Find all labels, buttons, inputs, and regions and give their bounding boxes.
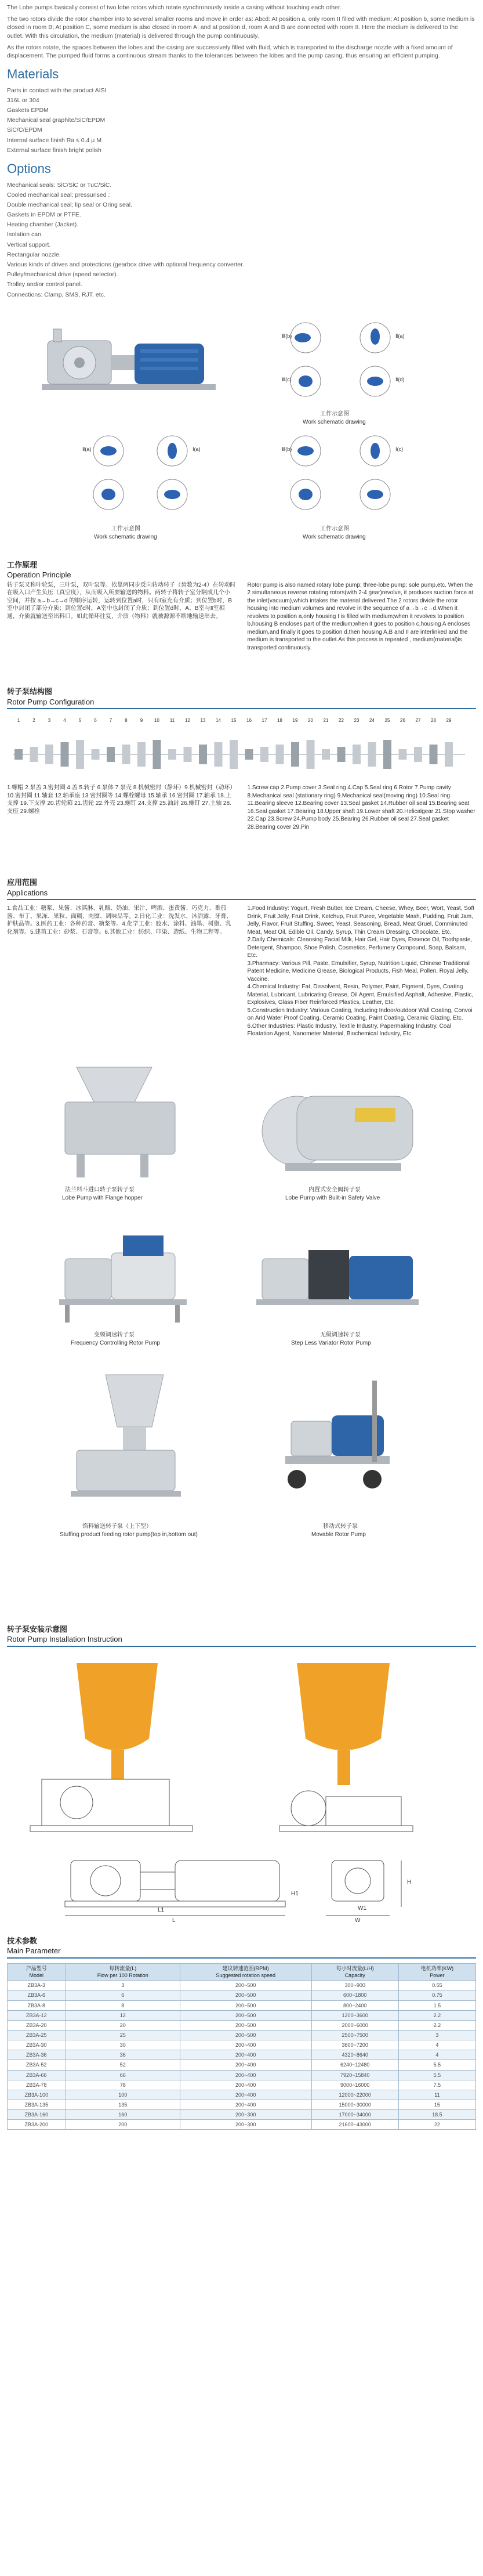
part-marker bbox=[337, 718, 346, 762]
table-cell: ZB3A-12 bbox=[8, 2010, 66, 2020]
part-marker bbox=[30, 718, 38, 762]
schematic-label: Ⅱ(d) bbox=[395, 376, 405, 382]
list-item: Gaskets EPDM bbox=[7, 107, 49, 114]
header-cn: 产品型号 bbox=[26, 1965, 47, 1971]
part-shape bbox=[276, 745, 284, 764]
table-cell: 200 bbox=[66, 2120, 180, 2130]
list-item: Heating chamber (Jacket). bbox=[7, 221, 79, 229]
table-cell: 300~900 bbox=[311, 1981, 398, 1990]
part-marker bbox=[291, 718, 299, 767]
work-schematic-top bbox=[279, 315, 430, 407]
table-cell: 0.55 bbox=[398, 1981, 475, 1990]
part-number: 8 bbox=[125, 718, 128, 724]
product-caption-en: Stuffing product feeding rotor pump(top in,bottom out) bbox=[60, 1531, 198, 1538]
configuration-text-cn: 1.螺帽 2.泵盖 3.密封圈 4.盖 5.转子 6.泵体 7.泵壳 8.机械密封（静环）9.机械密封（动环）10.密封圈 11.轴套 12.轴承座 13.密封圈等 14.螺栓螺母 15.轴承 16.密封圈 17.轴承 18.上支撑 19.下支撑 20.齿轮箱 21.齿轮 22.外壳 23.螺钉 24.支撑 25.油封 26.螺钉 27.主轴 28.支座 29.螺栓 bbox=[7, 785, 236, 815]
table-row bbox=[8, 1981, 476, 1990]
part-number: 22 bbox=[339, 718, 344, 724]
table-cell: 200~500 bbox=[180, 1990, 311, 2000]
table-cell: 7.5 bbox=[398, 2080, 475, 2090]
part-shape bbox=[184, 747, 192, 762]
dim-label: L bbox=[172, 1917, 176, 1924]
table-cell: 7920~15840 bbox=[311, 2070, 398, 2080]
table-cell: 200~400 bbox=[180, 2100, 311, 2109]
principle-title-en: Operation Principle bbox=[7, 570, 71, 580]
table-header-cell bbox=[180, 1963, 311, 1980]
product-image bbox=[53, 1224, 193, 1328]
work-caption-cn: 工作示意图 bbox=[111, 525, 140, 532]
part-shape bbox=[153, 740, 161, 769]
list-item: Pulley/mechanical drive (speed selector). bbox=[7, 271, 118, 279]
work-caption-en: Work schematic drawing bbox=[94, 533, 157, 540]
table-cell: 6240~12480 bbox=[311, 2060, 398, 2070]
part-marker bbox=[153, 718, 161, 769]
part-marker bbox=[199, 718, 207, 764]
product-caption-cn: 变频调速转子泵 bbox=[94, 1331, 135, 1338]
header-cn: 电机功率(KW) bbox=[420, 1965, 454, 1971]
table-cell: 200~500 bbox=[180, 2000, 311, 2010]
table-cell: 15000~30000 bbox=[311, 2100, 398, 2109]
part-shape bbox=[322, 749, 330, 760]
table-cell: 4 bbox=[398, 2040, 475, 2050]
part-shape bbox=[92, 749, 100, 760]
product-caption-en: Step Less Variator Rotor Pump bbox=[291, 1339, 371, 1346]
table-cell: 3 bbox=[398, 2030, 475, 2040]
divider bbox=[7, 1646, 476, 1647]
part-number: 21 bbox=[323, 718, 329, 724]
table-row bbox=[8, 2070, 476, 2080]
part-marker bbox=[383, 718, 391, 769]
part-number: 3 bbox=[48, 718, 51, 724]
principle-text-en: Rotor pump is also named rotary lobe pump; three-lobe pump; sole pump,etc. When the 2 simultaneous reverse rotating rotors(with 2-4 gear)revolve, it produces suction force at the inlet(vacuum),which intakes the material delivered.The 2 rotors divide the rotor housing into medium volumes and revolve in the sequence of a→b→c→d.When it revolves to position a,only housing I is filled with medium;when it revolves to position b,housing B encloses part of the medium;when it goes to position c,housing A encloses medium,and finally it goes to position d,then housing A,B and II are interlinked and the medium is transported to the outlet.As this process is repeated , medium(material)is transported continuously. bbox=[247, 581, 474, 651]
header-cn: 每小时流量(L/H) bbox=[336, 1965, 374, 1971]
list-item: Vertical support. bbox=[7, 241, 51, 248]
table-cell: ZB3A-36 bbox=[8, 2050, 66, 2060]
part-number: 11 bbox=[169, 718, 175, 724]
table-row bbox=[8, 1990, 476, 2000]
configuration-text-en: 1.Screw cap 2.Pump cover 3.Seal ring 4.Cap 5.Seal ring 6.Rotor 7.Pump cavity 8.Mechanical seal (stationary ring) 9.Mechanical seal(moving ring) 10.Seal ring 11.Bearing sleeve 12.Bearing cover 13.Seal gasket 14.Rubber oil seal 15.Bearing seat 16.Seal gasket 17.Bearing 18.Upper shaft 19.Lower shaft 20.Helicalgear 21.Stop washer 22.Cap 23.Screw 24.Pump body 25.Bearing 26.Rubber oil seal 27.Seal gasket 28.Bearing cover 29.Pin bbox=[247, 785, 475, 830]
part-shape bbox=[414, 747, 422, 762]
list-item: Parts in contact with the product AISI bbox=[7, 86, 107, 94]
product-caption-cn: 法兰料斗进口转子泵转子泵 bbox=[65, 1186, 135, 1193]
schematic-label: Ⅲ(b) bbox=[282, 446, 292, 452]
part-marker bbox=[276, 718, 284, 764]
part-marker bbox=[61, 718, 69, 767]
header-cn: 建议转速范围(RPM) bbox=[222, 1965, 269, 1971]
table-cell: 200~500 bbox=[180, 2020, 311, 2030]
schematic-label: Ⅲ(b) bbox=[282, 333, 292, 339]
applications-text-cn: 1.食品工业：糖浆、果酱、冰淇淋、乳酪、奶油、果汁、啤酒、蛋黄酱、巧克力、番茄酱、布丁、果冻、果粒、面糊、肉糜、调味品等。2.日化工业：洗发水、沐浴露、牙膏、护肤品等。3.医药工业：各种药膏、糖浆等。4.化学工业：胶水、涂料、油墨、树脂、乳化剂等。5.建筑工业：砂浆、石膏等。6.其他工业：纺织、印染、造纸、生物工程等。 bbox=[7, 905, 233, 935]
part-number: 7 bbox=[109, 718, 112, 724]
part-shape bbox=[291, 742, 299, 767]
installation-section bbox=[7, 1624, 476, 1924]
product-caption-en: Lobe Pump with Built-in Safety Valve bbox=[285, 1194, 380, 1201]
table-header-cell bbox=[398, 1963, 475, 1980]
list-item: External surface finish bright polish bbox=[7, 146, 101, 154]
part-marker bbox=[399, 718, 407, 760]
table-row bbox=[8, 2050, 476, 2060]
part-shape bbox=[260, 747, 268, 762]
part-shape bbox=[122, 745, 130, 764]
part-shape bbox=[137, 742, 146, 767]
part-shape bbox=[368, 742, 376, 767]
materials-heading: Materials bbox=[7, 67, 59, 82]
table-cell: ZB3A-200 bbox=[8, 2120, 66, 2130]
part-marker bbox=[184, 718, 192, 762]
table-cell: 2.2 bbox=[398, 2020, 475, 2030]
part-number: 14 bbox=[216, 718, 221, 724]
table-cell: 160 bbox=[66, 2110, 180, 2120]
part-number: 4 bbox=[63, 718, 66, 724]
table-cell: ZB3A-20 bbox=[8, 2020, 66, 2030]
table-row bbox=[8, 2030, 476, 2040]
part-number: 17 bbox=[262, 718, 267, 724]
table-cell: 200~300 bbox=[180, 2110, 311, 2120]
table-row bbox=[8, 2000, 476, 2010]
configuration-title-en: Rotor Pump Configuration bbox=[7, 697, 95, 706]
part-shape bbox=[445, 742, 453, 767]
list-item: Mechanical seals: SiC/SiC or TuC/SiC. bbox=[7, 181, 112, 189]
product-image bbox=[250, 1061, 424, 1183]
applications-section bbox=[7, 877, 476, 1038]
schematic-label: Ⅱ(a) bbox=[395, 333, 405, 339]
table-cell: 8 bbox=[66, 2000, 180, 2010]
table-cell: 600~1800 bbox=[311, 1990, 398, 2000]
schematic-label: Ⅱ(a) bbox=[82, 446, 92, 452]
part-marker bbox=[430, 718, 438, 764]
table-cell: ZB3A-30 bbox=[8, 2040, 66, 2050]
table-row bbox=[8, 2110, 476, 2120]
table-header-cell bbox=[8, 1963, 66, 1980]
table-cell: 52 bbox=[66, 2060, 180, 2070]
product-caption-cn: 内置式安全阀转子泵 bbox=[308, 1186, 361, 1193]
part-marker bbox=[445, 718, 453, 767]
part-number: 2 bbox=[32, 718, 35, 724]
part-shape bbox=[168, 749, 176, 760]
header-en: Capacity bbox=[344, 1972, 365, 1979]
parameters-title-en: Main Parameter bbox=[7, 1946, 61, 1956]
table-cell: 200~400 bbox=[180, 2040, 311, 2050]
table-cell: 4 bbox=[398, 2050, 475, 2060]
principle-title-cn: 工作原理 bbox=[7, 560, 38, 569]
part-number: 1 bbox=[17, 718, 20, 724]
part-marker bbox=[307, 718, 315, 769]
work-caption-cn: 工作示意图 bbox=[320, 410, 349, 417]
table-cell: 2500~7500 bbox=[311, 2030, 398, 2040]
table-cell: 800~2400 bbox=[311, 2000, 398, 2010]
principle-section bbox=[7, 560, 476, 652]
part-shape bbox=[199, 745, 207, 764]
product-image bbox=[53, 1369, 193, 1520]
part-number: 20 bbox=[308, 718, 313, 724]
part-shape bbox=[383, 740, 391, 769]
divider bbox=[7, 899, 476, 900]
table-cell: 1200~3600 bbox=[311, 2010, 398, 2020]
product-image bbox=[262, 1369, 413, 1520]
list-item: Double mechanical seal; lip seal or Oring seal. bbox=[7, 201, 132, 208]
part-number: 18 bbox=[277, 718, 282, 724]
list-item: Gaskets in EPDM or PTFE. bbox=[7, 211, 81, 219]
table-cell: 3600~7200 bbox=[311, 2040, 398, 2050]
intro-paragraph: As the rotors rotate, the spaces between the lobes and the casing are successively filled with fluid, which is transported to the discharge nozzle with a fixed amount of displacement. The pumped fluid forms a continuous stream thanks to the tolerances between the lobes and the pump casing, thus ensuring an efficient pumping. bbox=[7, 44, 453, 59]
part-shape bbox=[215, 742, 223, 767]
dim-label: W bbox=[355, 1917, 361, 1924]
table-cell: ZB3A-52 bbox=[8, 2060, 66, 2070]
table-cell: 0.75 bbox=[398, 1990, 475, 2000]
table-cell: ZB3A-78 bbox=[8, 2080, 66, 2090]
part-marker bbox=[45, 718, 53, 764]
table-cell: 200~500 bbox=[180, 2030, 311, 2040]
list-item: Cooled mechanical seal; pressurised : bbox=[7, 191, 110, 198]
part-number: 10 bbox=[154, 718, 159, 724]
table-cell: ZB3A-135 bbox=[8, 2100, 66, 2109]
product-caption-cn: 无级调速转子泵 bbox=[320, 1331, 361, 1338]
parameters-table bbox=[7, 1963, 476, 2130]
table-cell: 25 bbox=[66, 2030, 180, 2040]
list-item: Rectangular nozzle. bbox=[7, 251, 61, 258]
part-shape bbox=[399, 749, 407, 760]
product-caption-cn: 移动式转子泵 bbox=[323, 1523, 358, 1530]
table-cell: 6 bbox=[66, 1990, 180, 2000]
table-cell: 12000~22000 bbox=[311, 2090, 398, 2100]
table-cell: 5.5 bbox=[398, 2060, 475, 2070]
table-cell: 200~300 bbox=[180, 2120, 311, 2130]
part-marker bbox=[107, 718, 115, 762]
part-number: 16 bbox=[246, 718, 252, 724]
part-shape bbox=[61, 742, 69, 767]
work-schematic-bottom-left bbox=[77, 428, 227, 521]
table-row bbox=[8, 2090, 476, 2100]
options-list bbox=[7, 181, 476, 299]
list-item: Internal surface finish Ra ≤ 0.4 μ M bbox=[7, 136, 101, 144]
table-header-row bbox=[8, 1963, 476, 1980]
table-row bbox=[8, 2040, 476, 2050]
table-cell: 200~400 bbox=[180, 2070, 311, 2080]
options-heading: Options bbox=[7, 161, 51, 176]
table-row bbox=[8, 2010, 476, 2020]
part-marker bbox=[137, 718, 146, 767]
header-en: Suggested rotation speed bbox=[216, 1972, 275, 1979]
part-marker bbox=[230, 718, 238, 769]
part-number: 9 bbox=[140, 718, 143, 724]
list-item: Mechanical seal graphite/SiC/EPDM bbox=[7, 117, 106, 124]
part-shape bbox=[107, 747, 115, 762]
table-cell: 17000~34000 bbox=[311, 2110, 398, 2120]
list-item: Various kinds of drives and protections (gearbox drive with optional frequency converter. bbox=[7, 261, 244, 268]
part-marker bbox=[215, 718, 223, 767]
table-cell: 2000~6000 bbox=[311, 2020, 398, 2030]
header-en: Power bbox=[430, 1972, 445, 1979]
table-cell: ZB3A-6 bbox=[8, 1990, 66, 2000]
applications-title-en: Applications bbox=[7, 888, 48, 897]
parameters-title-cn: 技术参数 bbox=[7, 1936, 38, 1945]
table-cell: 200~500 bbox=[180, 1981, 311, 1990]
table-row bbox=[8, 2020, 476, 2030]
part-number: 27 bbox=[415, 718, 421, 724]
pump-illustration bbox=[36, 317, 221, 410]
product-caption-en: Lobe Pump with Flange hopper bbox=[62, 1194, 143, 1201]
work-schematic-bottom-right bbox=[279, 428, 430, 521]
list-item: Trolley and/or control panel. bbox=[7, 281, 82, 288]
work-drawing-section bbox=[7, 306, 476, 555]
work-caption-en: Work schematic drawing bbox=[303, 533, 366, 540]
table-cell: 30 bbox=[66, 2040, 180, 2050]
list-item: Connections: Clamp, SMS, RJT, etc. bbox=[7, 291, 106, 298]
principle-columns bbox=[7, 581, 476, 652]
part-marker bbox=[14, 718, 23, 760]
installation-drawing bbox=[7, 1652, 471, 1924]
product-caption-en: Frequency Controlling Rotor Pump bbox=[71, 1339, 160, 1346]
header-en: Flow per 100 Rotation bbox=[97, 1972, 148, 1979]
installation-title-cn: 转子泵安装示意图 bbox=[7, 1624, 68, 1634]
table-cell: 2.2 bbox=[398, 2010, 475, 2020]
product-image bbox=[53, 1061, 193, 1183]
schematic-label: Ⅲ(c) bbox=[282, 376, 292, 382]
table-cell: 12 bbox=[66, 2010, 180, 2020]
table-cell: 3 bbox=[66, 1981, 180, 1990]
table-cell: 21600~43000 bbox=[311, 2120, 398, 2130]
part-marker bbox=[368, 718, 376, 767]
part-number: 15 bbox=[231, 718, 237, 724]
list-item: Isolation can. bbox=[7, 231, 43, 239]
configuration-columns bbox=[7, 784, 476, 831]
table-row bbox=[8, 2120, 476, 2130]
part-marker bbox=[76, 718, 84, 769]
table-cell: 18.5 bbox=[398, 2110, 475, 2120]
header-en: Model bbox=[29, 1972, 44, 1979]
page bbox=[0, 3, 483, 2130]
table-cell: ZB3A-8 bbox=[8, 2000, 66, 2010]
installation-diagram bbox=[7, 1652, 476, 1924]
part-shape bbox=[245, 749, 253, 760]
part-shape bbox=[76, 740, 84, 769]
table-cell: 66 bbox=[66, 2070, 180, 2080]
schematic-label: Ⅰ(a) bbox=[193, 446, 201, 452]
table-cell: 200~400 bbox=[180, 2060, 311, 2070]
divider bbox=[7, 708, 476, 709]
part-shape bbox=[353, 745, 361, 764]
part-number: 25 bbox=[384, 718, 390, 724]
list-item: 316L or 304 bbox=[7, 96, 39, 104]
part-shape bbox=[30, 747, 38, 762]
part-number: 19 bbox=[292, 718, 298, 724]
part-number: 12 bbox=[185, 718, 190, 724]
table-cell: ZB3A-100 bbox=[8, 2090, 66, 2100]
part-number: 26 bbox=[400, 718, 405, 724]
part-shape bbox=[14, 749, 23, 760]
table-cell: 135 bbox=[66, 2100, 180, 2109]
part-marker bbox=[353, 718, 361, 764]
work-caption-en: Work schematic drawing bbox=[303, 418, 366, 425]
table-header-cell bbox=[66, 1963, 180, 1980]
part-shape bbox=[337, 747, 346, 762]
table-cell: 200~400 bbox=[180, 2090, 311, 2100]
intro-paragraph: The Lobe pumps basically consist of two lobe rotors which rotate synchronously inside a casing without touching each other. bbox=[7, 4, 342, 11]
part-number: 13 bbox=[200, 718, 206, 724]
table-cell: 1.5 bbox=[398, 2000, 475, 2010]
table-row bbox=[8, 2060, 476, 2070]
products-section bbox=[7, 1056, 476, 1624]
table-row bbox=[8, 2080, 476, 2090]
exploded-view-diagram bbox=[7, 714, 471, 778]
part-marker bbox=[245, 718, 253, 760]
part-number: 5 bbox=[78, 718, 82, 724]
table-body bbox=[8, 1981, 476, 2130]
dim-label: H1 bbox=[291, 1890, 299, 1897]
table-cell: 20 bbox=[66, 2020, 180, 2030]
part-marker bbox=[260, 718, 268, 762]
table-cell: 36 bbox=[66, 2050, 180, 2060]
table-cell: 200~400 bbox=[180, 2050, 311, 2060]
header-cn: 每转流量(L) bbox=[109, 1965, 137, 1971]
part-number: 23 bbox=[354, 718, 359, 724]
installation-title-en: Rotor Pump Installation Instruction bbox=[7, 1635, 122, 1644]
part-number: 28 bbox=[431, 718, 436, 724]
table-cell: 200~400 bbox=[180, 2080, 311, 2090]
applications-columns bbox=[7, 905, 476, 1038]
table-cell: 78 bbox=[66, 2080, 180, 2090]
table-cell: 22 bbox=[398, 2120, 475, 2130]
dim-label: W1 bbox=[358, 1905, 366, 1912]
table-cell: 5.5 bbox=[398, 2070, 475, 2080]
part-marker bbox=[414, 718, 422, 762]
table-cell: 100 bbox=[66, 2090, 180, 2100]
product-caption-en: Movable Rotor Pump bbox=[311, 1531, 366, 1538]
part-shape bbox=[307, 740, 315, 769]
applications-text-en: 1.Food Industry: Yogurt, Fresh Butter, Ice Cream, Cheese, Whey, Beer, Wort, Yeast, Soft Drink, Fruit Jelly, Fruit Drink, Ketchup, Fruit Puree, Vegetable Mash, Pudding, Fruit Jam, Jelly, Flavor, Fruit Stuffing, Sweet, Yeast, Seasoning, Bread, Meat Gruel, Comminuted Meat, Meat Oil, Edible Oil, Candy, Syrup, Thin Cream Dressing, Chocolate, Etc. 2.Daily Chemicals: Cleansing Facial Milk, Hair Gel, Hair Dyes, Essence Oil, Toothpaste, Detergent, Shampoo, Shoe Polish, Cosmetics, Perfumery Compound, Soap, Balsam, Etc. 3.Pharmacy: Various Pill, Paste, Emulsifier, Syrup, Nutrition Liquid, Chinese Traditional Patent Medicine, Medicine Grease, Biological Products, Fish Meal, Pollen, Royal Jelly, Vaccine. 4.Chemical Industry: Fat, Dissolvent, Resin, Polymer, Paint, Pigment, Dyes, Coating Material, Lubricant, Lubricating Grease, Oil Agent, Emulsified Asphalt, Adhesive, Plastic, Explosives, Glass Fiber Reinforced Plastics, Leather, Etc. 5.Construction Industry: Various Coating, Including Indoor/outdoor Wall Coating, Convoi on Arid Water Proof Coating, Ceramic Coating, Paint Coating, Ceramic Glazing, Etc. 6.Other Industries: Plastic Industry, Textile Industry, Papermaking Industry, Coal Floatation Agent, Nanometer Material, Biochemical Industry, Etc. bbox=[247, 905, 474, 1038]
materials-list bbox=[7, 86, 476, 154]
configuration-title-cn: 转子泵结构图 bbox=[7, 687, 53, 696]
part-number: 24 bbox=[369, 718, 375, 724]
table-cell: 4320~8640 bbox=[311, 2050, 398, 2060]
part-marker bbox=[92, 718, 100, 760]
table-row bbox=[8, 2100, 476, 2109]
list-item: SiC/C/EPDM bbox=[7, 127, 42, 134]
table-cell: ZB3A-160 bbox=[8, 2110, 66, 2120]
work-caption-cn: 工作示意图 bbox=[320, 525, 349, 532]
table-cell: ZB3A-3 bbox=[8, 1981, 66, 1990]
table-cell: 15 bbox=[398, 2100, 475, 2109]
product-caption-cn: 馅料输送转子泵（上下型） bbox=[82, 1523, 152, 1530]
part-marker bbox=[322, 718, 330, 760]
part-shape bbox=[430, 745, 438, 764]
table-cell: 11 bbox=[398, 2090, 475, 2100]
configuration-section bbox=[7, 687, 476, 831]
part-number: 29 bbox=[446, 718, 452, 724]
part-shape bbox=[230, 740, 238, 769]
table-cell: 200~500 bbox=[180, 2010, 311, 2020]
principle-text-cn: 转子泵又称叶轮泵，三叶泵，双叶泵等。依靠两同步反向转动转子（齿数为2-4）在转动时在吸入口产生负压（真空度），从而吸入所要输送的物料。两转子将转子室分隔成几个小空间，并按 a→b→c→d 的顺序运转，运转到位置a时，只有Ⅰ室充有介质；到位置b时，B室中封闭了部分介质；到位置c时，A室中也封闭了介质；到位置d时，A、B室与Ⅱ室相通，介质就输送至出料口。如此循环往复，介质（物料）就被源源不断地输送出去。 bbox=[7, 581, 236, 620]
part-shape bbox=[45, 745, 53, 764]
product-image bbox=[250, 1224, 424, 1328]
dim-label: L1 bbox=[158, 1906, 165, 1913]
table-cell: 9000~16000 bbox=[311, 2080, 398, 2090]
part-marker bbox=[122, 718, 130, 764]
part-marker bbox=[168, 718, 176, 760]
table-cell: ZB3A-66 bbox=[8, 2070, 66, 2080]
divider bbox=[7, 1957, 476, 1959]
part-number: 6 bbox=[94, 718, 97, 724]
parameters-section bbox=[7, 1936, 476, 2130]
table-cell: ZB3A-25 bbox=[8, 2030, 66, 2040]
table-header-cell bbox=[311, 1963, 398, 1980]
intro-paragraph: The two rotors divide the rotor chamber into to several smaller rooms and move in order as: Abcd: At position a, only room II filled with medium; At position b, some medium is closed in room B; At position C, some medium is also closed in room A; and at position d, room A and B are connected with room II. Here the medium is delivered to the outlet. With this circulation, the medium (material) is delivered through the pump continuously. bbox=[7, 16, 475, 39]
schematic-label: Ⅰ(c) bbox=[395, 446, 404, 452]
applications-title-cn: 应用范围 bbox=[7, 878, 38, 887]
dim-label: H bbox=[407, 1878, 412, 1885]
